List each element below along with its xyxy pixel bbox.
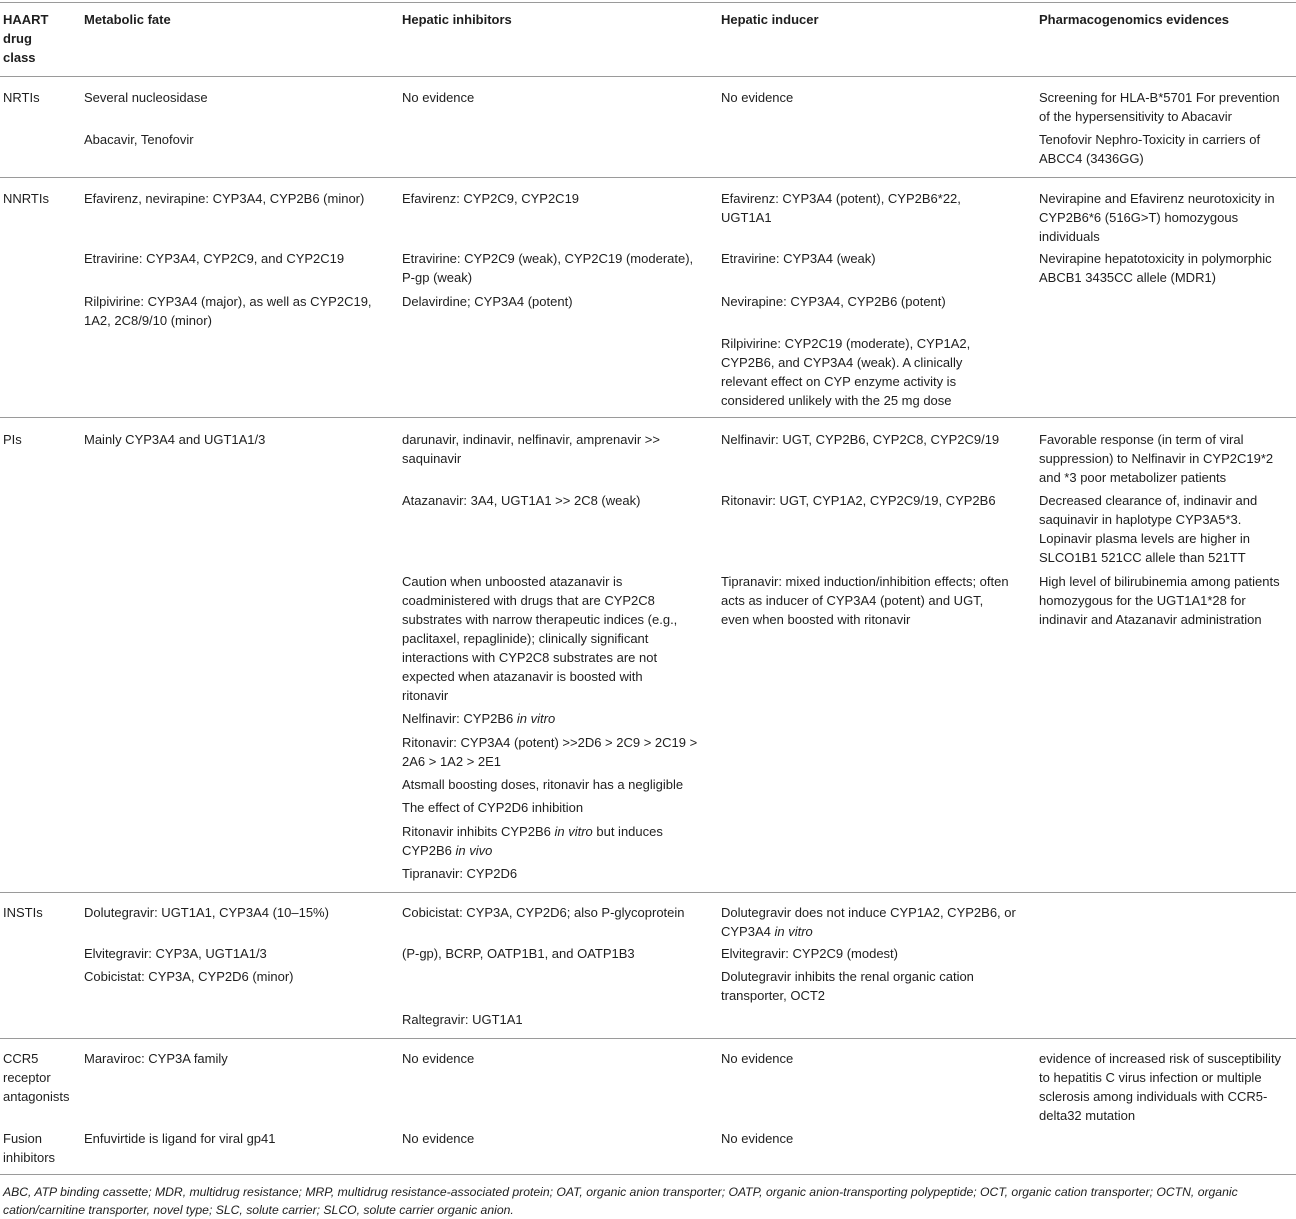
hepatic-inhibitor-text: The effect of CYP2D6 inhibition [402, 800, 584, 815]
drug-class-pis: PIs [3, 432, 22, 447]
hepatic-inhibitor-text: Ritonavir: CYP3A4 (potent) >>2D6 > 2C9 > 2C19 > 2A6 > 1A2 > 2E1 [402, 735, 698, 769]
pharmacogenomics-text: Tenofovir Nephro-Toxicity in carriers of ABCC4 (3436GG) [1039, 132, 1261, 166]
header-bottom-rule [0, 76, 1296, 77]
pharmacogenomics-text: Nevirapine hepatotoxicity in polymorphic ABCB1 3435CC allele (MDR1) [1039, 251, 1272, 285]
hepatic-inhibitor-text: No evidence [402, 1051, 475, 1066]
hepatic-inhibitor-text: Atazanavir: 3A4, UGT1A1 >> 2C8 (weak) [402, 493, 641, 508]
hepatic-inducer-text: Dolutegravir does not induce CYP1A2, CYP2B6, or CYP3A4 in vitro [721, 905, 1016, 939]
hepatic-inhibitor-text: Nelfinavir: CYP2B6 in vitro [402, 711, 556, 726]
header-pharmacogenomics: Pharmacogenomics evidences [1039, 12, 1230, 27]
hepatic-inducer-text: Nevirapine: CYP3A4, CYP2B6 (potent) [721, 294, 946, 309]
header-hepatic-inhibitors: Hepatic inhibitors [402, 12, 512, 27]
row-divider [0, 177, 1296, 178]
drug-class-instis: INSTIs [3, 905, 43, 920]
drug-class-nrtis: NRTIs [3, 90, 40, 105]
hepatic-inhibitor-text: Atsmall boosting doses, ritonavir has a negligible [402, 777, 684, 792]
hepatic-inducer-text: No evidence [721, 1131, 794, 1146]
hepatic-inducer-text: No evidence [721, 1051, 794, 1066]
metabolic-fate-text: Etravirine: CYP3A4, CYP2C9, and CYP2C19 [84, 251, 345, 266]
metabolic-fate-text: Efavirenz, nevirapine: CYP3A4, CYP2B6 (minor) [84, 191, 365, 206]
hepatic-inducer-text: Nelfinavir: UGT, CYP2B6, CYP2C8, CYP2C9/19 [721, 432, 1000, 447]
header-drug-class: HAART drug class [3, 12, 49, 65]
hepatic-inhibitor-text: No evidence [402, 1131, 475, 1146]
metabolic-fate-text: Rilpivirine: CYP3A4 (major), as well as CYP2C19, 1A2, 2C8/9/10 (minor) [84, 294, 372, 328]
metabolic-fate-text: Enfuvirtide is ligand for viral gp41 [84, 1131, 276, 1146]
hepatic-inducer-text: Rilpivirine: CYP2C19 (moderate), CYP1A2, CYP2B6, and CYP3A4 (weak). A clinically relevant effect on CYP enzyme activity is considered unlikely with the 25 mg dose [721, 336, 971, 408]
hepatic-inhibitor-text: Raltegravir: UGT1A1 [402, 1012, 523, 1027]
header-metabolic-fate: Metabolic fate [84, 12, 171, 27]
row-divider [0, 1038, 1296, 1039]
metabolic-fate-text: Abacavir, Tenofovir [84, 132, 194, 147]
hepatic-inducer-text: No evidence [721, 90, 794, 105]
metabolic-fate-text: Maraviroc: CYP3A family [84, 1051, 228, 1066]
metabolic-fate-text: Elvitegravir: CYP3A, UGT1A1/3 [84, 946, 267, 961]
table-top-rule [0, 2, 1296, 3]
hepatic-inhibitor-text: Caution when unboosted atazanavir is coadministered with drugs that are CYP2C8 substrates with narrow therapeutic indices (e.g., paclitaxel, repaglinide); clinically significant interactions with CYP2C8 substrates are not expected when atazanavir is boosted with ritonavir [402, 574, 678, 703]
hepatic-inducer-text: Etravirine: CYP3A4 (weak) [721, 251, 876, 266]
pharmacogenomics-text: evidence of increased risk of susceptibility to hepatitis C virus infection or multiple sclerosis among individuals with CCR5-delta32 mutation [1039, 1051, 1282, 1123]
hepatic-inhibitor-text: (P-gp), BCRP, OATP1B1, and OATP1B3 [402, 946, 635, 961]
drug-class-nnrtis: NNRTIs [3, 191, 49, 206]
hepatic-inhibitor-text: Etravirine: CYP2C9 (weak), CYP2C19 (moderate), P-gp (weak) [402, 251, 694, 285]
pharmacogenomics-text: Nevirapine and Efavirenz neurotoxicity in CYP2B6*6 (516G>T) homozygous individuals [1039, 191, 1275, 244]
metabolic-fate-text: Mainly CYP3A4 and UGT1A1/3 [84, 432, 266, 447]
table-bottom-rule [0, 1174, 1296, 1175]
hepatic-inhibitor-text: Ritonavir inhibits CYP2B6 in vitro but induces CYP2B6 in vivo [402, 824, 663, 858]
hepatic-inducer-text: Efavirenz: CYP3A4 (potent), CYP2B6*22, UGT1A1 [721, 191, 961, 225]
drug-class-fusion: Fusion inhibitors [3, 1131, 56, 1165]
hepatic-inducer-text: Tipranavir: mixed induction/inhibition effects; often acts as inducer of CYP3A4 (potent) and UGT, even when boosted with ritonavir [721, 574, 1009, 627]
hepatic-inhibitor-text: Tipranavir: CYP2D6 [402, 866, 518, 881]
hepatic-inhibitor-text: darunavir, indinavir, nelfinavir, amprenavir >> saquinavir [402, 432, 660, 466]
hepatic-inhibitor-text: No evidence [402, 90, 475, 105]
pharmacogenomics-text: Screening for HLA-B*5701 For prevention of the hypersensitivity to Abacavir [1039, 90, 1280, 124]
pharmacogenomics-text: Favorable response (in term of viral suppression) to Nelfinavir in CYP2C19*2 and *3 poor metabolizer patients [1039, 432, 1274, 485]
row-divider [0, 417, 1296, 418]
hepatic-inhibitor-text: Cobicistat: CYP3A, CYP2D6; also P-glycoprotein [402, 905, 685, 920]
metabolic-fate-text: Dolutegravir: UGT1A1, CYP3A4 (10–15%) [84, 905, 329, 920]
drug-class-ccr5: CCR5 receptor antagonists [3, 1051, 70, 1104]
metabolic-fate-text: Cobicistat: CYP3A, CYP2D6 (minor) [84, 969, 294, 984]
header-hepatic-inducer: Hepatic inducer [721, 12, 819, 27]
metabolic-fate-text: Several nucleosidase [84, 90, 208, 105]
hepatic-inhibitor-text: Efavirenz: CYP2C9, CYP2C19 [402, 191, 580, 206]
hepatic-inhibitor-text: Delavirdine; CYP3A4 (potent) [402, 294, 573, 309]
pharmacogenomics-text: High level of bilirubinemia among patients homozygous for the UGT1A1*28 for indinavir and Atazanavir administration [1039, 574, 1280, 627]
row-divider [0, 892, 1296, 893]
pharmacogenomics-text: Decreased clearance of, indinavir and saquinavir in haplotype CYP3A5*3. Lopinavir plasma levels are higher in SLCO1B1 521CC allele than 521TT [1039, 493, 1258, 565]
hepatic-inducer-text: Elvitegravir: CYP2C9 (modest) [721, 946, 898, 961]
hepatic-inducer-text: Ritonavir: UGT, CYP1A2, CYP2C9/19, CYP2B6 [721, 493, 996, 508]
table-footnote: ABC, ATP binding cassette; MDR, multidrug resistance; MRP, multidrug resistance-associated protein; OAT, organic anion transporter; OATP, organic anion-transporting polypeptide; OCT, organic cation transporter; OCTN, organic cation/carnitine transporter, novel type; SLC, solute carrier; SLCO, solute carrier organic anion. [3, 1185, 1238, 1217]
hepatic-inducer-text: Dolutegravir inhibits the renal organic cation transporter, OCT2 [721, 969, 974, 1003]
